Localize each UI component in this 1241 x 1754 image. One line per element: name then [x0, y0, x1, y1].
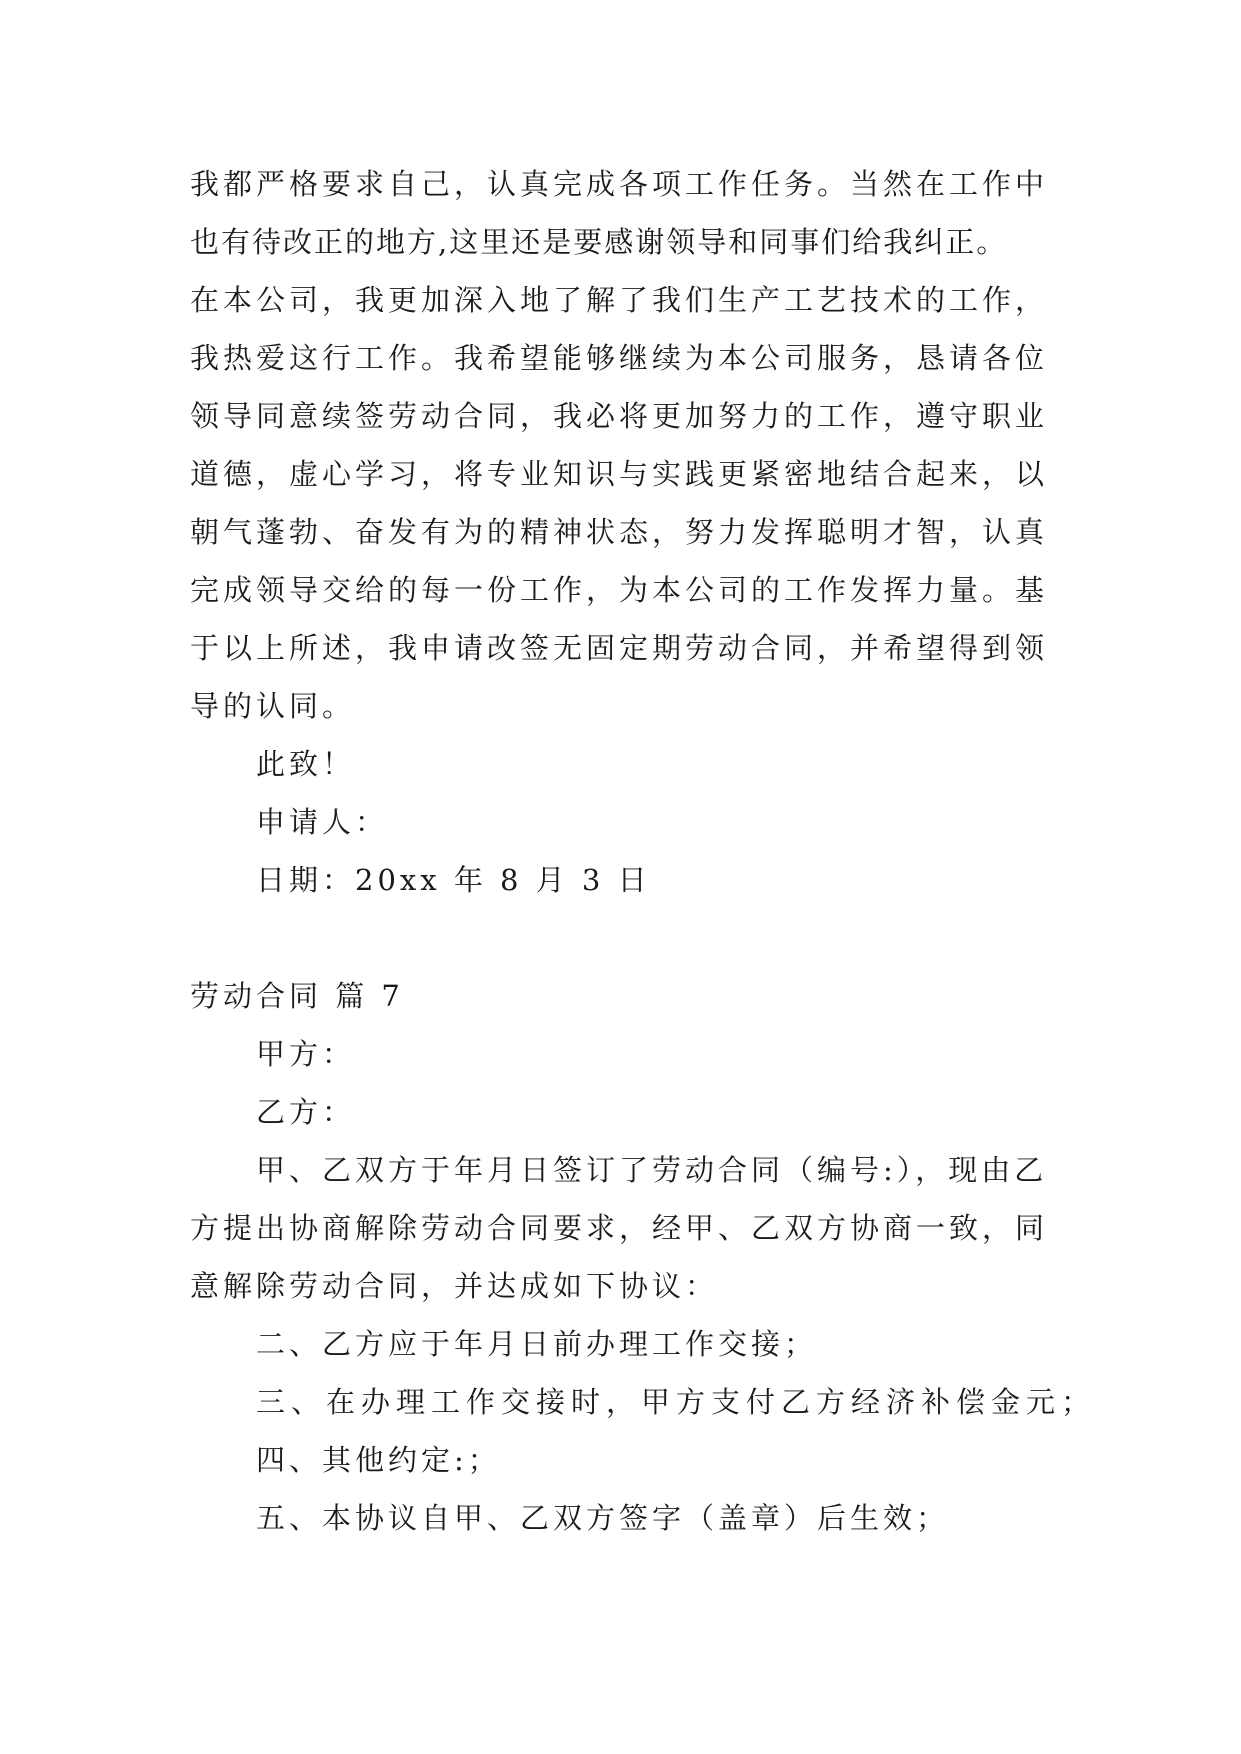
- party-a-label: 甲方：: [256, 1037, 356, 1071]
- body-line-10: 导的认同。: [190, 689, 356, 723]
- clause-3: 三、在办理工作交接时，甲方支付乙方经济补偿金元；: [256, 1385, 1097, 1419]
- clause-4: 四、其他约定:；: [256, 1443, 501, 1477]
- body-line-5: 领导同意续签劳动合同，我必将更加努力的工作，遵守职业: [190, 399, 1049, 433]
- party-b-label: 乙方：: [256, 1095, 356, 1129]
- body-line-2: 也有待改正的地方,这里还是要感谢领导和同事们给我纠正。: [190, 225, 1008, 259]
- intro-line-3: 意解除劳动合同，并达成如下协议：: [190, 1269, 719, 1303]
- clause-2: 二、乙方应于年月日前办理工作交接；: [256, 1327, 818, 1361]
- section-heading: 劳动合同 篇 7: [190, 979, 404, 1013]
- date-line: 日期：20xx 年 8 月 3 日: [256, 863, 651, 897]
- body-line-7: 朝气蓬勃、奋发有为的精神状态，努力发挥聪明才智，认真: [190, 515, 1049, 549]
- intro-line-1: 甲、乙双方于年月日签订了劳动合同（编号:），现由乙: [256, 1153, 1048, 1187]
- clause-5: 五、本协议自甲、乙双方签字（盖章）后生效；: [256, 1501, 950, 1535]
- body-line-8: 完成领导交给的每一份工作，为本公司的工作发挥力量。基: [190, 573, 1049, 607]
- body-line-3: 在本公司，我更加深入地了解了我们生产工艺技术的工作，: [190, 283, 1049, 317]
- applicant-label: 申请人：: [256, 805, 389, 839]
- closing-text: 此致！: [256, 747, 356, 781]
- body-line-4: 我热爱这行工作。我希望能够继续为本公司服务，恳请各位: [190, 341, 1049, 375]
- body-line-6: 道德，虚心学习，将专业知识与实践更紧密地结合起来，以: [190, 457, 1049, 491]
- body-line-9: 于以上所述，我申请改签无固定期劳动合同，并希望得到领: [190, 631, 1049, 665]
- body-line-1: 我都严格要求自己，认真完成各项工作任务。当然在工作中: [190, 167, 1049, 201]
- intro-line-2: 方提出协商解除劳动合同要求，经甲、乙双方协商一致，同: [190, 1211, 1049, 1245]
